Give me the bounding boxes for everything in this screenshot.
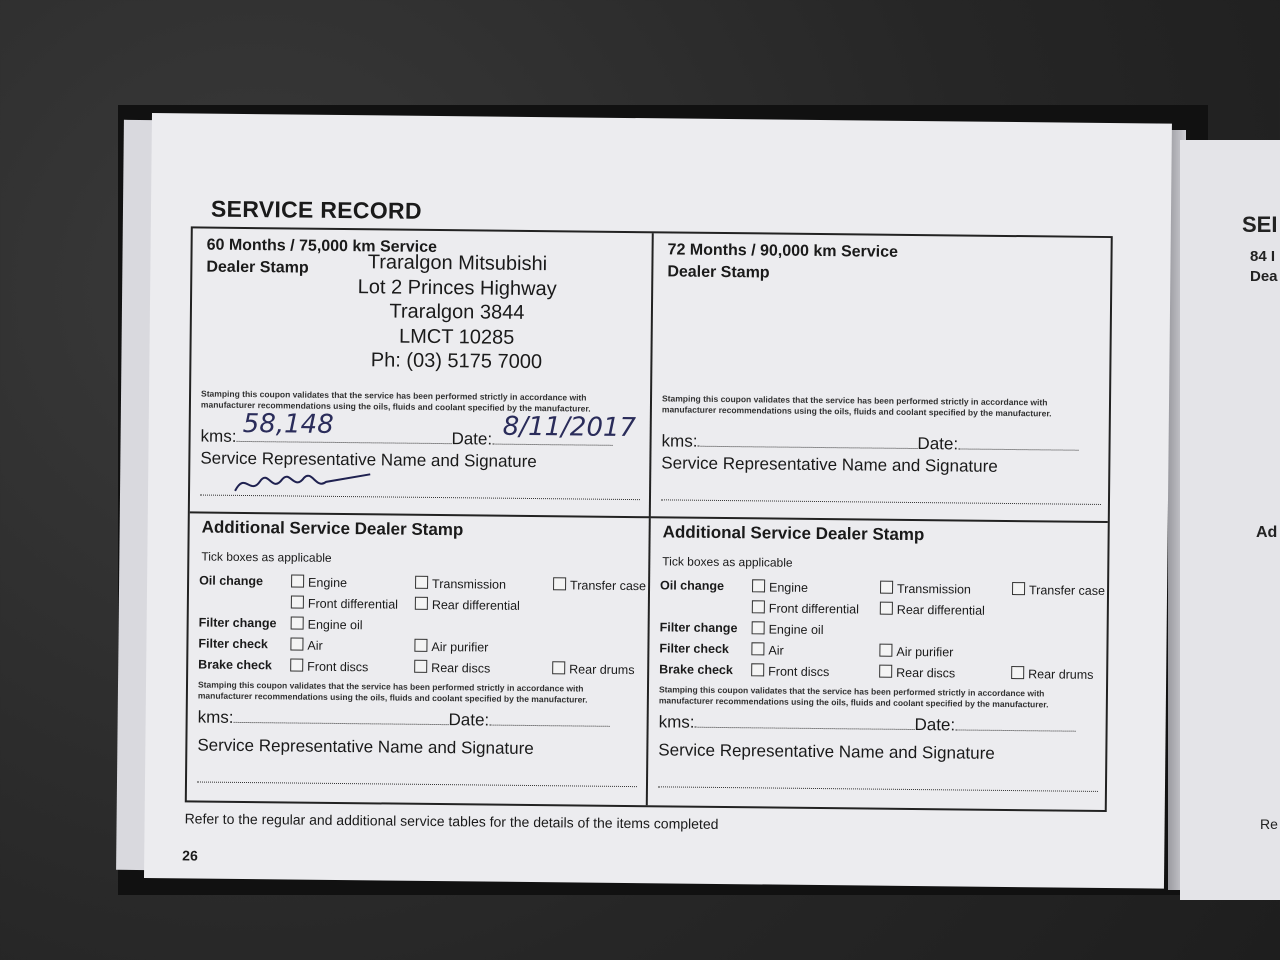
rear-discs-checkbox[interactable] [414, 660, 490, 676]
dealer-licence: LMCT 10285 [398, 325, 515, 349]
checkbox-label: Rear drums [569, 662, 635, 678]
signature-line [661, 499, 1101, 505]
filter-check-label: Filter check [198, 636, 269, 652]
page-number: 26 [182, 847, 198, 864]
signature-label: Service Representative Name and Signature [200, 448, 537, 472]
kms-label: kms: [200, 426, 237, 446]
kms-label: kms: [658, 712, 695, 732]
checkbox-icon [1012, 582, 1025, 595]
checkbox-icon [553, 577, 566, 590]
checkbox-icon [752, 621, 765, 634]
transfer-case-checkbox[interactable] [1012, 582, 1105, 598]
dealer-address: Lot 2 Princes Highway [357, 275, 557, 300]
transmission-checkbox[interactable] [415, 576, 506, 592]
rear-drums-checkbox[interactable] [552, 661, 634, 677]
dealer-phone: Ph: (03) 5175 7000 [370, 349, 543, 374]
brake-check-label: Brake check [198, 657, 272, 673]
checkbox-label: Front differential [768, 601, 860, 617]
checkbox-label: Air purifier [896, 644, 954, 660]
date-label: Date: [451, 429, 493, 449]
checkbox-icon [752, 579, 765, 592]
checkbox-label: Rear differential [431, 597, 520, 613]
tick-note: Tick boxes as applicable [201, 549, 332, 565]
checkbox-icon [879, 665, 892, 678]
rear-differential-checkbox[interactable] [415, 597, 520, 613]
right-page-title-fragment: SEI [1242, 212, 1278, 237]
engine-oil-checkbox[interactable] [752, 621, 824, 637]
checkbox-icon [291, 574, 304, 587]
service-record-grid [185, 226, 1113, 812]
checkbox-icon [752, 600, 765, 613]
brake-check-label: Brake check [659, 662, 733, 678]
checkbox-icon [880, 581, 893, 594]
air-purifier-checkbox[interactable] [879, 644, 953, 660]
checkbox-icon [751, 642, 764, 655]
checkbox-icon [414, 639, 427, 652]
checkbox-label: Transmission [432, 576, 507, 592]
checkbox-label: Transfer case [570, 578, 647, 594]
rear-drums-checkbox[interactable] [1011, 666, 1093, 682]
additional-heading: Additional Service Dealer Stamp [662, 522, 925, 545]
checkbox-icon [880, 602, 893, 615]
date-label: Date: [914, 715, 956, 735]
checkbox-icon [290, 637, 303, 650]
kms-date-line [661, 431, 1101, 456]
kms-date-line [659, 712, 1099, 737]
service-heading [667, 239, 898, 285]
tick-note: Tick boxes as applicable [662, 554, 793, 570]
checkbox-label: Air [307, 638, 323, 653]
checkbox-label: Engine oil [307, 617, 363, 633]
checkbox-label: Engine [768, 580, 809, 595]
checkbox-icon [1011, 666, 1024, 679]
kms-label: kms: [197, 707, 234, 727]
validation-text: Stamping this coupon validates that the service has been performed strictly in accordance with manufacturer recommendations using the oils, fluids and coolant specified by the manufacturer. [197, 679, 588, 705]
checkbox-icon [291, 616, 304, 629]
oil-change-label: Oil change [199, 573, 264, 589]
checkbox-icon [414, 660, 427, 673]
front-discs-checkbox[interactable] [751, 663, 829, 679]
engine-oil-checkbox[interactable] [291, 616, 363, 632]
checkbox-label: Rear discs [431, 660, 491, 676]
date-handwritten: 8/11/2017 [502, 411, 637, 444]
footer-note: Refer to the regular and additional service tables for the details of the items completed [184, 810, 719, 832]
signature-label: Service Representative Name and Signature [661, 453, 998, 476]
page-title: SERVICE RECORD [210, 195, 422, 224]
service-interval-title: 60 Months / 75,000 km Service [206, 236, 438, 256]
filter-change-label: Filter change [659, 620, 738, 636]
engine-checkbox[interactable] [752, 579, 808, 595]
checkbox-icon [415, 576, 428, 589]
rear-discs-checkbox[interactable] [879, 665, 955, 681]
transfer-case-checkbox[interactable] [553, 577, 646, 593]
dealer-stamp [341, 250, 572, 375]
date-label: Date: [917, 434, 959, 454]
right-page-footer-fragment: Re [1260, 816, 1278, 832]
checkbox-icon [415, 597, 428, 610]
date-label: Date: [448, 710, 490, 730]
front-differential-checkbox[interactable] [291, 595, 398, 611]
dealer-name: Traralgon Mitsubishi [367, 251, 548, 276]
checkbox-icon [751, 663, 764, 676]
signature-line [197, 782, 637, 788]
dealer-suburb: Traralgon 3844 [389, 300, 525, 324]
validation-text: Stamping this coupon validates that the service has been performed strictly in accordance with manufacturer recommendations using the oils, fluids and coolant specified by the manufacturer. [658, 684, 1049, 709]
service-record-page [144, 113, 1172, 889]
checkbox-icon [879, 644, 892, 657]
validation-text: Stamping this coupon validates that the service has been performed strictly in accordance with manufacturer recommendations using the oils, fluids and coolant specified by the manufacturer. [661, 393, 1052, 418]
air-purifier-checkbox[interactable] [414, 639, 488, 655]
checkbox-label: Rear discs [896, 665, 956, 681]
additional-service-cell-left [187, 513, 651, 805]
checkbox-label: Front discs [768, 664, 830, 680]
dealer-stamp-label: Dealer Stamp [206, 258, 309, 277]
checkbox-label: Transmission [896, 581, 971, 597]
service-72-months-cell [651, 233, 1111, 523]
kms-label: kms: [661, 431, 698, 451]
right-page-heading-fragment: 84 I [1250, 248, 1276, 265]
signature-label: Service Representative Name and Signature [658, 740, 995, 763]
checkbox-label: Rear differential [896, 602, 985, 618]
kms-date-line [198, 708, 638, 733]
kms-handwritten: 58,148 [242, 408, 334, 440]
air-checkbox[interactable] [290, 637, 322, 652]
checkbox-label: Rear drums [1028, 667, 1094, 682]
checkbox-label: Front discs [307, 659, 369, 675]
air-checkbox[interactable] [751, 642, 783, 657]
checkbox-icon [291, 595, 304, 608]
checkbox-label: Engine [308, 575, 348, 591]
signature-label: Service Representative Name and Signature [197, 735, 534, 759]
right-page [1180, 140, 1280, 900]
checkbox-label: Air [768, 643, 784, 658]
checkbox-icon [290, 658, 303, 671]
transmission-checkbox[interactable] [880, 581, 971, 597]
filter-change-label: Filter change [198, 615, 277, 631]
checkbox-icon [552, 661, 565, 674]
right-page-stamp-fragment: Dea [1250, 268, 1278, 285]
right-page-additional-fragment: Ad [1256, 524, 1278, 541]
signature-line [658, 786, 1098, 792]
service-60-months-cell [190, 228, 654, 518]
service-interval-title: 72 Months / 90,000 km Service [667, 241, 899, 261]
validation-text: Stamping this coupon validates that the service has been performed strictly in accordance with manufacturer recommendations using the oils, fluids and coolant specified by the manufacturer. [200, 388, 591, 414]
filter-check-label: Filter check [659, 641, 729, 657]
additional-heading: Additional Service Dealer Stamp [201, 517, 464, 540]
checkbox-label: Transfer case [1028, 583, 1106, 599]
oil-change-label: Oil change [660, 578, 725, 594]
rear-differential-checkbox[interactable] [880, 602, 985, 618]
front-differential-checkbox[interactable] [752, 600, 859, 616]
engine-checkbox[interactable] [291, 574, 347, 590]
checkbox-label: Front differential [307, 596, 399, 612]
checkbox-label: Air purifier [431, 639, 489, 655]
front-discs-checkbox[interactable] [290, 658, 368, 674]
dealer-stamp-label: Dealer Stamp [667, 263, 770, 282]
checkbox-label: Engine oil [768, 622, 824, 638]
additional-service-cell-right [648, 518, 1108, 810]
